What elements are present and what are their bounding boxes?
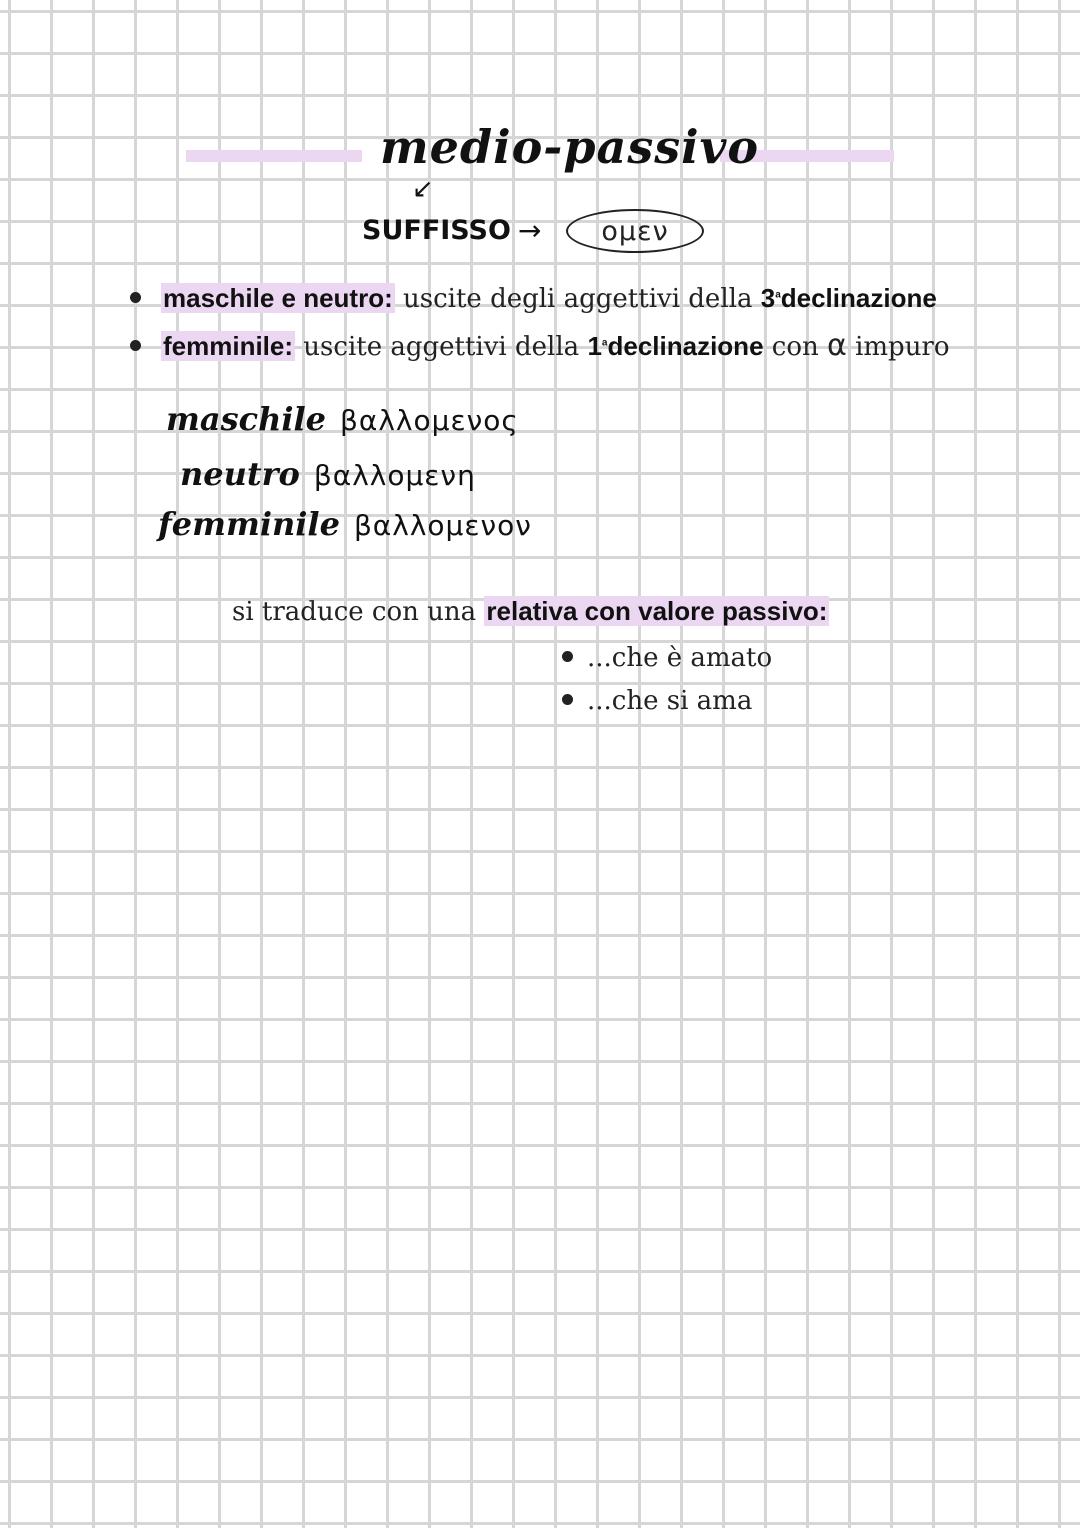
form-greek: βαλλομενος	[340, 404, 519, 437]
bullet-icon	[130, 340, 141, 351]
form-greek: βαλλομενη	[313, 459, 476, 492]
declension-word: declinazione	[607, 331, 764, 361]
form-row-femminile	[158, 505, 532, 543]
translation-item: ...che si ama	[562, 686, 752, 716]
declension-number: 1	[587, 331, 602, 361]
rule-feminine: femminile: uscite aggettivi della 1$^a$declinazione con α impuro	[130, 328, 950, 363]
rule-masculine-neuter: maschile e neutro: uscite degli aggettivi della 3$^a$declinazione	[130, 283, 937, 314]
form-row-maschile	[166, 400, 519, 438]
translation-highlight: relativa con valore passivo:	[486, 596, 828, 626]
translation-item: ...che è amato	[562, 643, 772, 673]
title-underline-left	[186, 150, 362, 162]
suffix-value: ομεν	[566, 209, 704, 253]
form-row-neutro	[180, 455, 476, 493]
bullet-icon	[562, 694, 573, 705]
bullet-icon	[130, 292, 141, 303]
page-title: medio-passivo	[380, 120, 760, 174]
form-label: maschile	[166, 400, 327, 438]
alpha-letter: α	[827, 328, 847, 363]
down-left-arrow-icon: ↙	[412, 174, 434, 204]
form-label: femminile	[158, 505, 340, 543]
bullet-icon	[562, 651, 573, 662]
right-arrow-icon: →	[518, 214, 542, 247]
rule-label: maschile e neutro:	[163, 283, 393, 313]
form-label: neutro	[180, 455, 300, 493]
form-greek: βαλλομενον	[353, 509, 532, 542]
rule-label: femminile:	[163, 331, 294, 361]
declension-word: declinazione	[780, 283, 937, 313]
rule-text: uscite aggettivi della	[303, 332, 580, 362]
suffix-label: SUFFISSO	[362, 215, 511, 246]
rule-text: uscite degli aggettivi della	[403, 284, 753, 314]
translation-line	[232, 596, 829, 627]
declension-number: 3	[760, 283, 776, 313]
translation-text: si traduce con una	[232, 597, 477, 627]
